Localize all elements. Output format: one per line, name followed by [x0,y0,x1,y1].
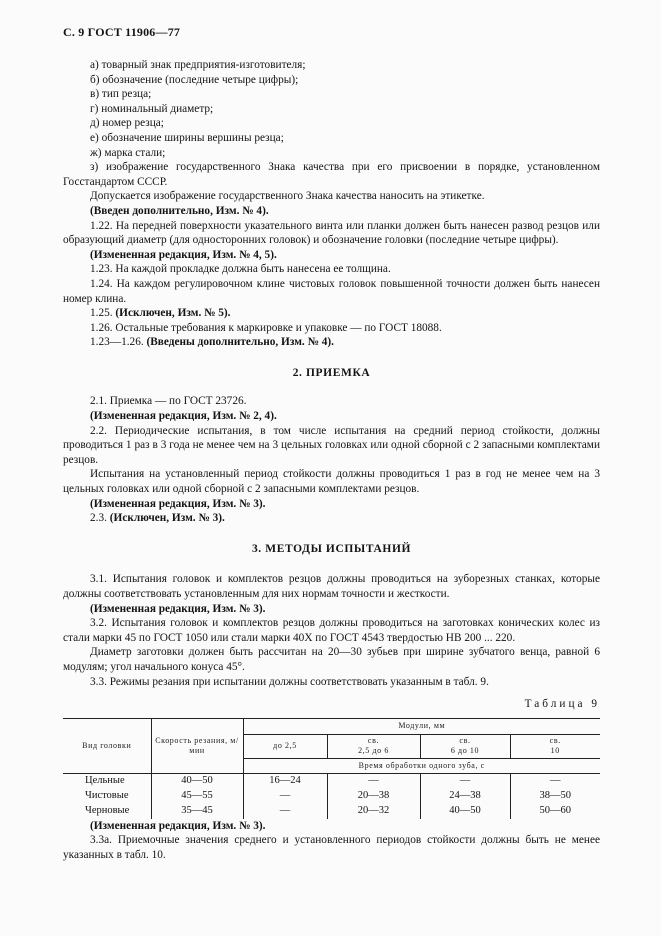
table-cell: — [510,773,600,789]
table-cell: 35—45 [151,804,243,819]
section-heading-3: 3. МЕТОДЫ ИСПЫТАНИЙ [251,542,412,555]
paragraph: Допускается изображение государственного Знака качества наносить на этикетке. [90,190,485,203]
clause-number: 1.25. [90,307,113,320]
list-item-h: з) изображение государственного Знака качества при его присвоении в порядке, установленном Госстандартом СССР. [63,161,600,188]
table-cell: — [420,773,510,789]
list-item-d: г) номинальный диаметр; [90,102,214,115]
clause-3-2: 3.2. Испытания головок и комплектов резцов должны проводиться на заготовках конических колес из стали марки 45 по ГОСТ 1050 или стали марки 40Х по ГОСТ 4543 твердостью НВ 200 ... 220. [63,617,600,644]
amendment-note: (Измененная редакция, Изм. № 2, 4). [90,410,277,423]
clause-1-23-1-26 [63,335,600,350]
table-header-module: св. 2,5 до 6 [327,734,420,758]
table-cell: 40—50 [420,804,510,819]
table-cell: Чистовые [63,789,151,804]
table-row [63,789,600,804]
list-item-b: б) обозначение (последние четыре цифры); [90,73,299,86]
list-item-e: д) номер резца; [90,117,164,130]
amendment-note: (Исключен, Изм. № 3). [109,512,225,525]
amendment-note: (Измененная редакция, Изм. № 3). [90,497,266,510]
clause-2-1: 2.1. Приемка — по ГОСТ 23726. [90,395,247,408]
clause-2-2-continued: Испытания на установленный период стойкости должны проводиться 1 раз в год не менее чем на 3 цельных головках или одной сборной с 2 запасными комплектами резцов. [63,468,600,496]
clause-1-22: 1.22. На передней поверхности указательного винта или планки должен быть нанесен развод резцов или образующий диаметр (для односторонних головок) и обозначение головки (последние четыре цифры). [63,219,600,247]
amendment-note: (Введен дополнительно, Изм. № 4). [90,204,269,217]
clause-2-2: 2.2. Периодические испытания, в том числе испытания на средний период стойкости, должны проводиться 1 раз в 3 года не менее чем на 3 цельных головках или одной сборной с 2 запасными комплектами резцов. [63,424,600,466]
table-row [63,804,600,819]
list-item-f: е) обозначение ширины вершины резца; [90,131,284,144]
table-cell: Цельные [63,773,151,789]
table-cell: Черновые [63,804,151,819]
clause-3-3a: 3.3а. Приемочные значения среднего и установленного периодов стойкости должны быть не менее указанных в табл. 10. [63,834,600,861]
table-cell: 45—55 [151,789,243,804]
amendment-note: (Измененная редакция, Изм. № 3). [90,602,266,615]
clause-3-3: 3.3. Режимы резания при испытании должны соответствовать указанным в табл. 9. [90,675,489,688]
table-cell: 24—38 [420,789,510,804]
amendment-note: (Исключен, Изм. № 5). [115,307,231,320]
clause-3-1: 3.1. Испытания головок и комплектов резцов должны проводиться на зуборезных станках, которые должны соответствовать установленным для них нормам точности и жесткости. [63,573,600,600]
clause-3-2-continued: Диаметр заготовки должен быть рассчитан на 20—30 зубьев при ширине зубчатого венца, равной 6 модулям; угол начального конуса 45°. [63,646,600,673]
section-heading-2: 2. ПРИЕМКА [292,366,371,379]
table-header-speed: Скорость резания, м/мин [151,718,243,773]
table-cell: 20—32 [327,804,420,819]
table-cell: 38—50 [539,790,571,802]
table-header-module: св. 10 [510,734,600,758]
amendment-note: (Введены дополнительно, Изм. № 4). [146,336,334,349]
document-body [63,58,600,863]
list-item-a: а) товарный знак предприятия-изготовителя; [90,59,306,71]
table-cell: 50—60 [539,805,571,817]
table-cell: 20—38 [327,789,420,804]
clause-1-24: 1.24. На каждом регулировочном клине чистовых головок повышенной точности должен быть нанесен номер клина. [63,277,600,305]
cutting-modes-table [63,718,600,819]
amendment-note: (Измененная редакция, Изм. № 3). [90,819,266,832]
table-cell: 16—24 [243,773,327,789]
table-header-module: до 2,5 [243,734,327,758]
list-item-c: в) тип резца; [90,88,152,101]
table-cell: 40—50 [151,773,243,789]
table-cell: — [327,773,420,789]
clause-1-25 [63,306,600,321]
clause-1-23: 1.23. На каждой прокладке должна быть нанесена ее толщина. [90,263,391,276]
table-header-modules: Модули, мм [243,718,600,734]
table-header-type: Вид головки [63,718,151,773]
clause-2-3 [63,511,600,526]
clause-1-26: 1.26. Остальные требования к маркировке и упаковке — по ГОСТ 18088. [90,321,442,334]
list-item-g: ж) марка стали; [90,146,166,159]
table-header-time: Время обработки одного зуба, с [243,758,600,773]
page-header: С. 9 ГОСТ 11906—77 [63,25,181,39]
table-row [63,773,600,789]
table-caption: Таблица 9 [524,698,600,711]
table-cell: — [243,804,327,819]
clause-number: 2.3. [90,512,107,525]
clause-number: 1.23—1.26. [90,336,144,349]
table-header-module: св. 6 до 10 [420,734,510,758]
table-cell: — [243,789,327,804]
amendment-note: (Измененная редакция, Изм. № 4, 5). [90,248,277,261]
